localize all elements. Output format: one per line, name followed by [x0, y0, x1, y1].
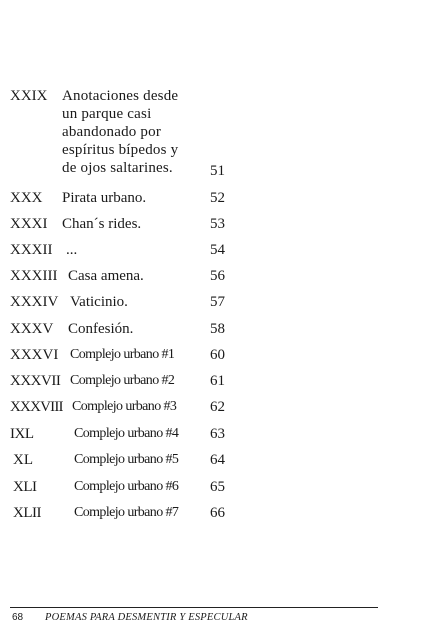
toc-numeral: XXXVIII	[10, 399, 63, 415]
toc-page-number: 61	[210, 373, 225, 389]
toc-title: Complejo urbano #7	[74, 505, 179, 520]
toc-page-number: 60	[210, 347, 225, 363]
toc-page-number: 52	[210, 190, 225, 206]
toc-entry	[0, 372, 432, 390]
toc-numeral: XLII	[13, 505, 41, 521]
toc-numeral: XXXI	[10, 216, 48, 232]
toc-numeral: XXX	[10, 190, 43, 206]
toc-page-number: 64	[210, 452, 225, 468]
toc-numeral: XXXVI	[10, 347, 59, 363]
toc-title: Pirata urbano.	[62, 190, 147, 206]
toc-page-number: 56	[210, 268, 225, 284]
toc-page-number: 57	[210, 294, 225, 310]
toc-numeral: IXL	[10, 426, 34, 442]
toc-page-number: 54	[210, 242, 225, 258]
toc-page-number: 62	[210, 399, 225, 415]
toc-title: Complejo urbano #1	[70, 347, 175, 362]
toc-page-number: 65	[210, 479, 225, 495]
toc-entry	[0, 504, 432, 522]
toc-page-number: 51	[210, 163, 225, 179]
toc-entry	[0, 189, 432, 207]
toc-numeral: XXXII	[10, 242, 53, 258]
toc-entry	[0, 293, 432, 311]
toc-title: Confesión.	[68, 321, 134, 337]
toc-entry	[0, 320, 432, 338]
toc-title: Vaticinio.	[70, 294, 128, 310]
toc-entry	[0, 241, 432, 259]
toc-title-line: de ojos saltarines.	[62, 160, 173, 176]
toc-page-number: 58	[210, 321, 225, 337]
toc-title: Complejo urbano #5	[74, 452, 179, 467]
toc-numeral: XL	[13, 452, 33, 468]
toc-entry	[0, 267, 432, 285]
toc-entry	[0, 87, 432, 182]
toc-entry	[0, 398, 432, 416]
toc-title: Complejo urbano #4	[74, 426, 179, 441]
toc-title: Chan´s rides.	[62, 216, 142, 232]
toc-title-line: un parque casi	[62, 106, 152, 122]
toc-page-number: 66	[210, 505, 225, 521]
toc-numeral: XXXIII	[10, 268, 58, 284]
toc-entry	[0, 451, 432, 469]
toc-title-line: Anotaciones desde	[62, 88, 179, 104]
toc-title	[62, 87, 178, 177]
toc-page-number: 53	[210, 216, 225, 232]
toc-numeral: XXXVII	[10, 373, 61, 389]
toc-title: Casa amena.	[68, 268, 144, 284]
toc-title: ...	[66, 242, 78, 258]
footer-book-title: POEMAS PARA DESMENTIR Y ESPECULAR	[45, 612, 248, 623]
toc-entry	[0, 425, 432, 443]
toc-entry	[0, 346, 432, 364]
toc-title-line: abandonado por	[62, 124, 162, 140]
toc-entry	[0, 215, 432, 233]
toc-title: Complejo urbano #3	[72, 399, 177, 414]
footer-divider	[10, 607, 378, 608]
toc-numeral: XXXV	[10, 321, 54, 337]
toc-numeral: XXXIV	[10, 294, 59, 310]
footer-page-number: 68	[12, 612, 24, 623]
toc-numeral: XLI	[13, 479, 37, 495]
toc-title: Complejo urbano #6	[74, 479, 179, 494]
toc-title: Complejo urbano #2	[70, 373, 175, 388]
toc-title-line: espíritus bípedos y	[62, 142, 179, 158]
toc-entry	[0, 478, 432, 496]
toc-numeral: XXIX	[10, 88, 48, 104]
toc-page-number: 63	[210, 426, 225, 442]
